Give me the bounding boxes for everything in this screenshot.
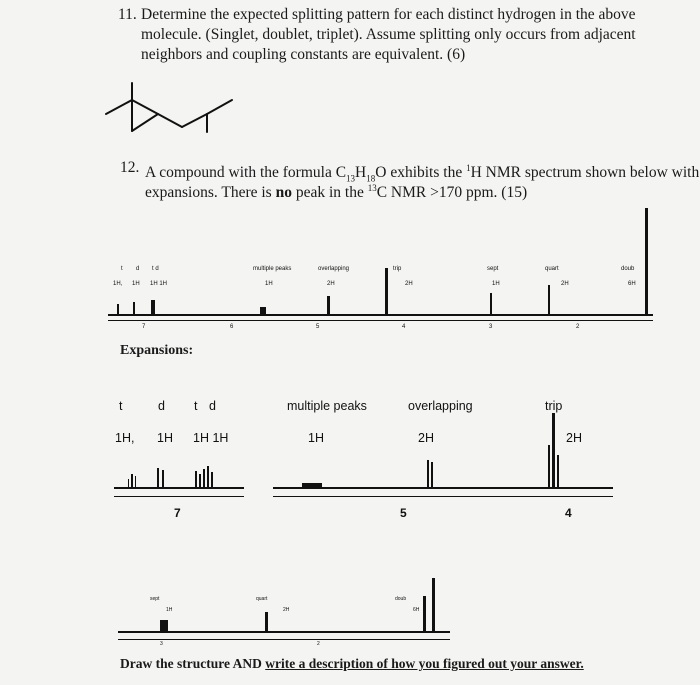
spec-integration: 1H, <box>113 281 123 287</box>
exp-axis-7 <box>114 496 244 497</box>
exp-label: d <box>209 399 216 413</box>
exp-peak-d <box>157 468 159 489</box>
peak-t-7 <box>117 304 119 316</box>
exp-integration: 2H <box>418 431 434 445</box>
exp-peak-t <box>135 476 136 489</box>
h-superscript: 1 <box>466 163 471 173</box>
lower-label: quart <box>256 596 268 602</box>
exp-peak-d <box>162 470 164 489</box>
footer-underlined: write a description of how you figured out your answer. <box>265 656 584 671</box>
main-baseline <box>108 314 653 316</box>
exp-baseline-5 <box>273 487 613 489</box>
formula-h: H <box>355 164 367 182</box>
main-axis-tick: 5 <box>316 324 320 330</box>
formula-h-subscript: 18 <box>366 173 376 184</box>
exp-peak-overlap <box>427 460 429 489</box>
lower-label: doub <box>395 596 407 602</box>
peak-td-7 <box>151 300 155 316</box>
exp-peak-trip <box>552 413 555 489</box>
exp-baseline-2 <box>118 631 450 633</box>
main-axis-tick: 2 <box>576 324 580 330</box>
exp-peak-overlap <box>431 462 433 489</box>
formula-c-subscript: 13 <box>346 173 356 184</box>
spec-integration: 2H <box>405 281 413 287</box>
lower-axis-tick: 2 <box>317 641 320 647</box>
main-axis-tick: 7 <box>142 324 146 330</box>
exp-peak-t <box>128 479 129 489</box>
exp-baseline-7 <box>114 487 244 489</box>
question-12-line-2 <box>145 178 527 203</box>
exp-peak-doublet <box>432 578 435 633</box>
exp-axis-2 <box>118 639 450 640</box>
exp-axis-tick: 7 <box>174 506 181 520</box>
spec-integration: 2H <box>561 281 569 287</box>
spec-label: t <box>121 266 123 272</box>
q12-text-b: O exhibits the <box>375 164 467 182</box>
spec-label: trip <box>393 266 402 272</box>
spec-integration: 1H <box>132 281 140 287</box>
main-axis-tick: 3 <box>489 324 493 330</box>
spec-label: d <box>136 266 140 272</box>
exp-peak-trip <box>557 455 559 489</box>
exp-integration: 1H, <box>115 431 135 445</box>
exp-label: t <box>119 399 123 413</box>
spec-label: overlapping <box>318 266 350 272</box>
peak-quartet <box>548 285 550 316</box>
spec-label: sept <box>487 266 499 272</box>
exp-peak-septet <box>160 620 168 633</box>
question-11-line-2: molecule. (Singlet, doublet, triplet). Assume splitting only occurs from adjacent <box>141 26 636 43</box>
peak-doublet <box>645 208 648 316</box>
lower-integration: 2H <box>283 607 290 613</box>
question-11-line-3: neighbors and coupling constants are equivalent. (6) <box>141 46 466 63</box>
exp-label: multiple peaks <box>287 399 367 413</box>
spec-label: doub <box>621 266 635 272</box>
spec-label: t d <box>152 266 159 272</box>
lower-integration: 1H <box>166 607 173 613</box>
peak-multiple <box>260 307 266 316</box>
exp-peak-td <box>207 466 209 489</box>
exp-peak-multiple <box>302 483 322 489</box>
lower-integration: 6H <box>413 607 420 613</box>
exp-integration: 1H <box>308 431 324 445</box>
exp-axis-tick: 4 <box>565 506 572 520</box>
c13-superscript: 13 <box>367 183 377 193</box>
exp-peak-doublet <box>423 596 426 633</box>
question-11-line-1: Determine the expected splitting pattern for each distinct hydrogen in the above <box>141 6 636 23</box>
exp-label: d <box>158 399 165 413</box>
main-axis <box>108 320 653 321</box>
spec-integration: 6H <box>628 281 636 287</box>
exp-label: overlapping <box>408 399 473 413</box>
spec-integration: 2H <box>327 281 335 287</box>
spec-integration: 1H <box>265 281 273 287</box>
exp-integration: 2H <box>566 431 582 445</box>
peak-septet <box>490 293 492 316</box>
q12-text-f: C NMR >170 ppm. (15) <box>376 184 528 202</box>
question-11-number: 11. <box>118 6 137 23</box>
exp-peak-t <box>131 474 133 489</box>
question-11-text <box>141 5 661 65</box>
exp-label: trip <box>545 399 563 413</box>
exp-peak-td <box>199 474 201 489</box>
q12-text-d: expansions. There is <box>145 184 276 202</box>
spec-integration: 1H <box>492 281 500 287</box>
exp-peak-quartet <box>265 612 268 633</box>
main-axis-tick: 4 <box>402 324 406 330</box>
exp-axis-tick: 5 <box>400 506 407 520</box>
lower-axis-tick: 3 <box>160 641 163 647</box>
peak-d-7 <box>133 302 135 316</box>
main-axis-tick: 6 <box>230 324 234 330</box>
exp-peak-trip <box>548 445 550 489</box>
footer-prefix: Draw the structure AND <box>120 656 266 671</box>
spec-label: quart <box>545 266 559 272</box>
q12-text-e: peak in the <box>291 184 368 202</box>
question-12-number: 12. <box>120 159 140 176</box>
q12-text-a: A compound with the formula C <box>145 164 347 182</box>
exp-label: t <box>194 399 198 413</box>
q12-text-c: H NMR spectrum shown below with <box>470 164 700 182</box>
spec-integration: 1H 1H <box>150 281 168 287</box>
peak-overlapping <box>327 296 330 316</box>
q12-no: no <box>275 184 292 202</box>
lower-label: sept <box>150 596 160 602</box>
exp-axis-5 <box>273 496 613 497</box>
exp-integration: 1H <box>157 431 173 445</box>
exp-peak-td <box>203 469 205 489</box>
exp-integration: 1H 1H <box>193 431 229 445</box>
peak-triplet <box>385 268 388 316</box>
footer-instruction <box>120 656 584 672</box>
exp-peak-td <box>195 471 197 489</box>
spec-label: multiple peaks <box>253 266 292 272</box>
exp-peak-td <box>211 472 213 489</box>
expansions-heading: Expansions: <box>120 343 194 358</box>
